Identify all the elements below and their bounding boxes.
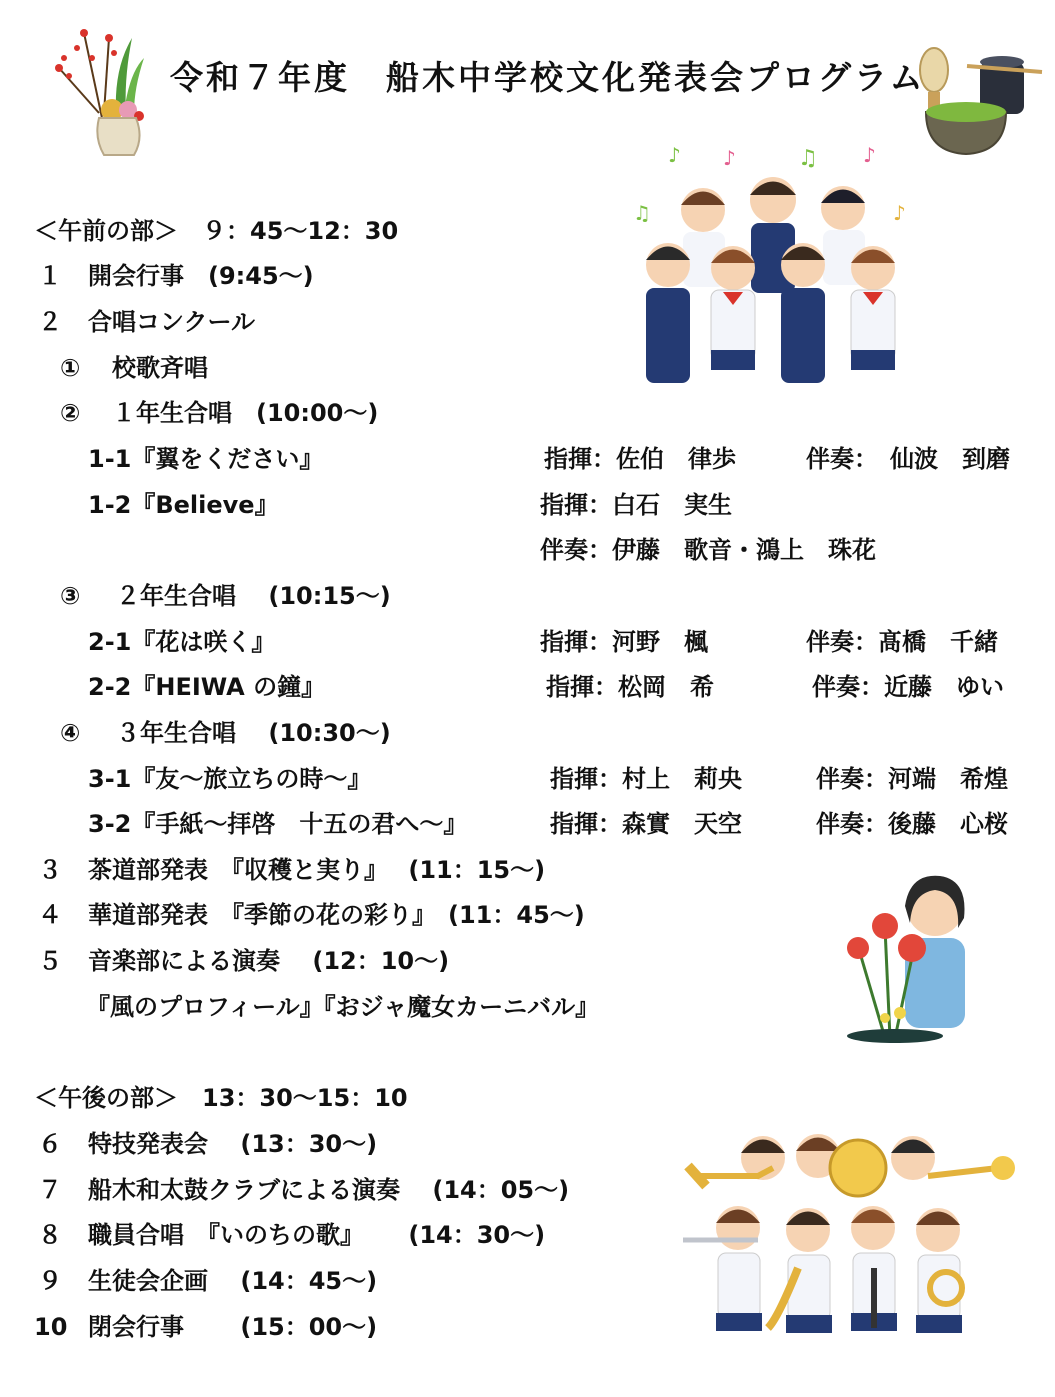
item-number: ６ [38,1130,62,1158]
morning-header: ＜午前の部＞ ９：45～12：30 [34,217,399,245]
conductor: 指揮：白石 実生 [540,491,732,519]
item-text: 合唱コンクール [88,308,256,336]
item-number: ８ [38,1221,62,1249]
choir-illustration [628,140,918,390]
page-title: 令和７年度 船木中学校文化発表会プログラム [170,58,926,97]
item-text: 特技発表会 (13：30～) [88,1130,378,1158]
svg-text:♪: ♪ [863,143,876,167]
sub-mark: ③ [60,582,81,610]
item-text: 音楽部による演奏 (12：10～) [88,947,450,975]
sub-text: 校歌斉唱 [112,354,208,382]
svg-text:♪: ♪ [723,146,736,170]
sub-mark: ② [60,399,81,427]
music-songs: 『風のプロフィール』『おジャ魔女カーニバル』 [86,993,600,1021]
item-text: 生徒会企画 (14：45～) [88,1267,378,1295]
ikebana-vase-icon [44,18,159,158]
svg-text:♫: ♫ [798,146,818,171]
conductor: 指揮：佐伯 律歩 [544,445,736,473]
svg-text:♫: ♫ [633,201,651,225]
item-number: ５ [38,947,62,975]
item-number: ３ [38,856,62,884]
accompanist: 伴奏：髙橋 千緒 [806,628,998,656]
accompanist: 伴奏：近藤 ゆい [812,673,1004,701]
svg-text:♪: ♪ [668,143,681,167]
accompanist: 伴奏：伊藤 歌音・鴻上 珠花 [540,536,876,564]
item-text: 開会行事 (9:45～) [88,262,314,290]
song-title: 3-1『友～旅立ちの時～』 [88,765,372,793]
item-number: ９ [38,1267,62,1295]
accompanist: 伴奏：河端 希煌 [816,765,1008,793]
song-title: 1-2『Believe』 [88,491,279,519]
item-number: ２ [38,308,62,336]
sub-text: １年生合唱 (10:00～) [112,399,379,427]
conductor: 指揮：河野 楓 [540,628,708,656]
item-number: ７ [38,1176,62,1204]
accompanist: 伴奏：後藤 心桜 [816,810,1008,838]
sub-mark: ④ [60,719,81,747]
conductor: 指揮：森實 天空 [550,810,742,838]
afternoon-header: ＜午後の部＞ 13：30～15：10 [34,1084,408,1112]
matcha-tea-icon [912,40,1052,160]
sub-mark: ① [60,354,81,382]
sub-text: ２年生合唱 (10:15～) [116,582,391,610]
item-text: 華道部発表 『季節の花の彩り』 (11：45～) [88,901,585,929]
item-number: １ [38,262,62,290]
song-title: 1-1『翼をください』 [88,445,324,473]
song-title: 2-1『花は咲く』 [88,628,276,656]
accompanist: 伴奏： 仙波 到磨 [806,445,1010,473]
flower-arranging-illustration [840,868,970,1043]
item-text: 閉会行事 (15：00～) [88,1313,378,1341]
conductor: 指揮：村上 莉央 [550,765,742,793]
song-title: 2-2『HEIWA の鐘』 [88,673,326,701]
song-title: 3-2『手紙～拝啓 十五の君へ～』 [88,810,468,838]
brass-band-illustration [678,1128,1018,1358]
sub-text: ３年生合唱 (10:30～) [116,719,391,747]
svg-text:♪: ♪ [893,201,906,225]
item-number: 10 [34,1313,68,1341]
item-number: ４ [38,901,62,929]
conductor: 指揮：松岡 希 [546,673,714,701]
item-text: 茶道部発表 『収穫と実り』 (11：15～) [88,856,546,884]
item-text: 船木和太鼓クラブによる演奏 (14：05～) [88,1176,570,1204]
item-text: 職員合唱 『いのちの歌』 (14：30～) [88,1221,546,1249]
